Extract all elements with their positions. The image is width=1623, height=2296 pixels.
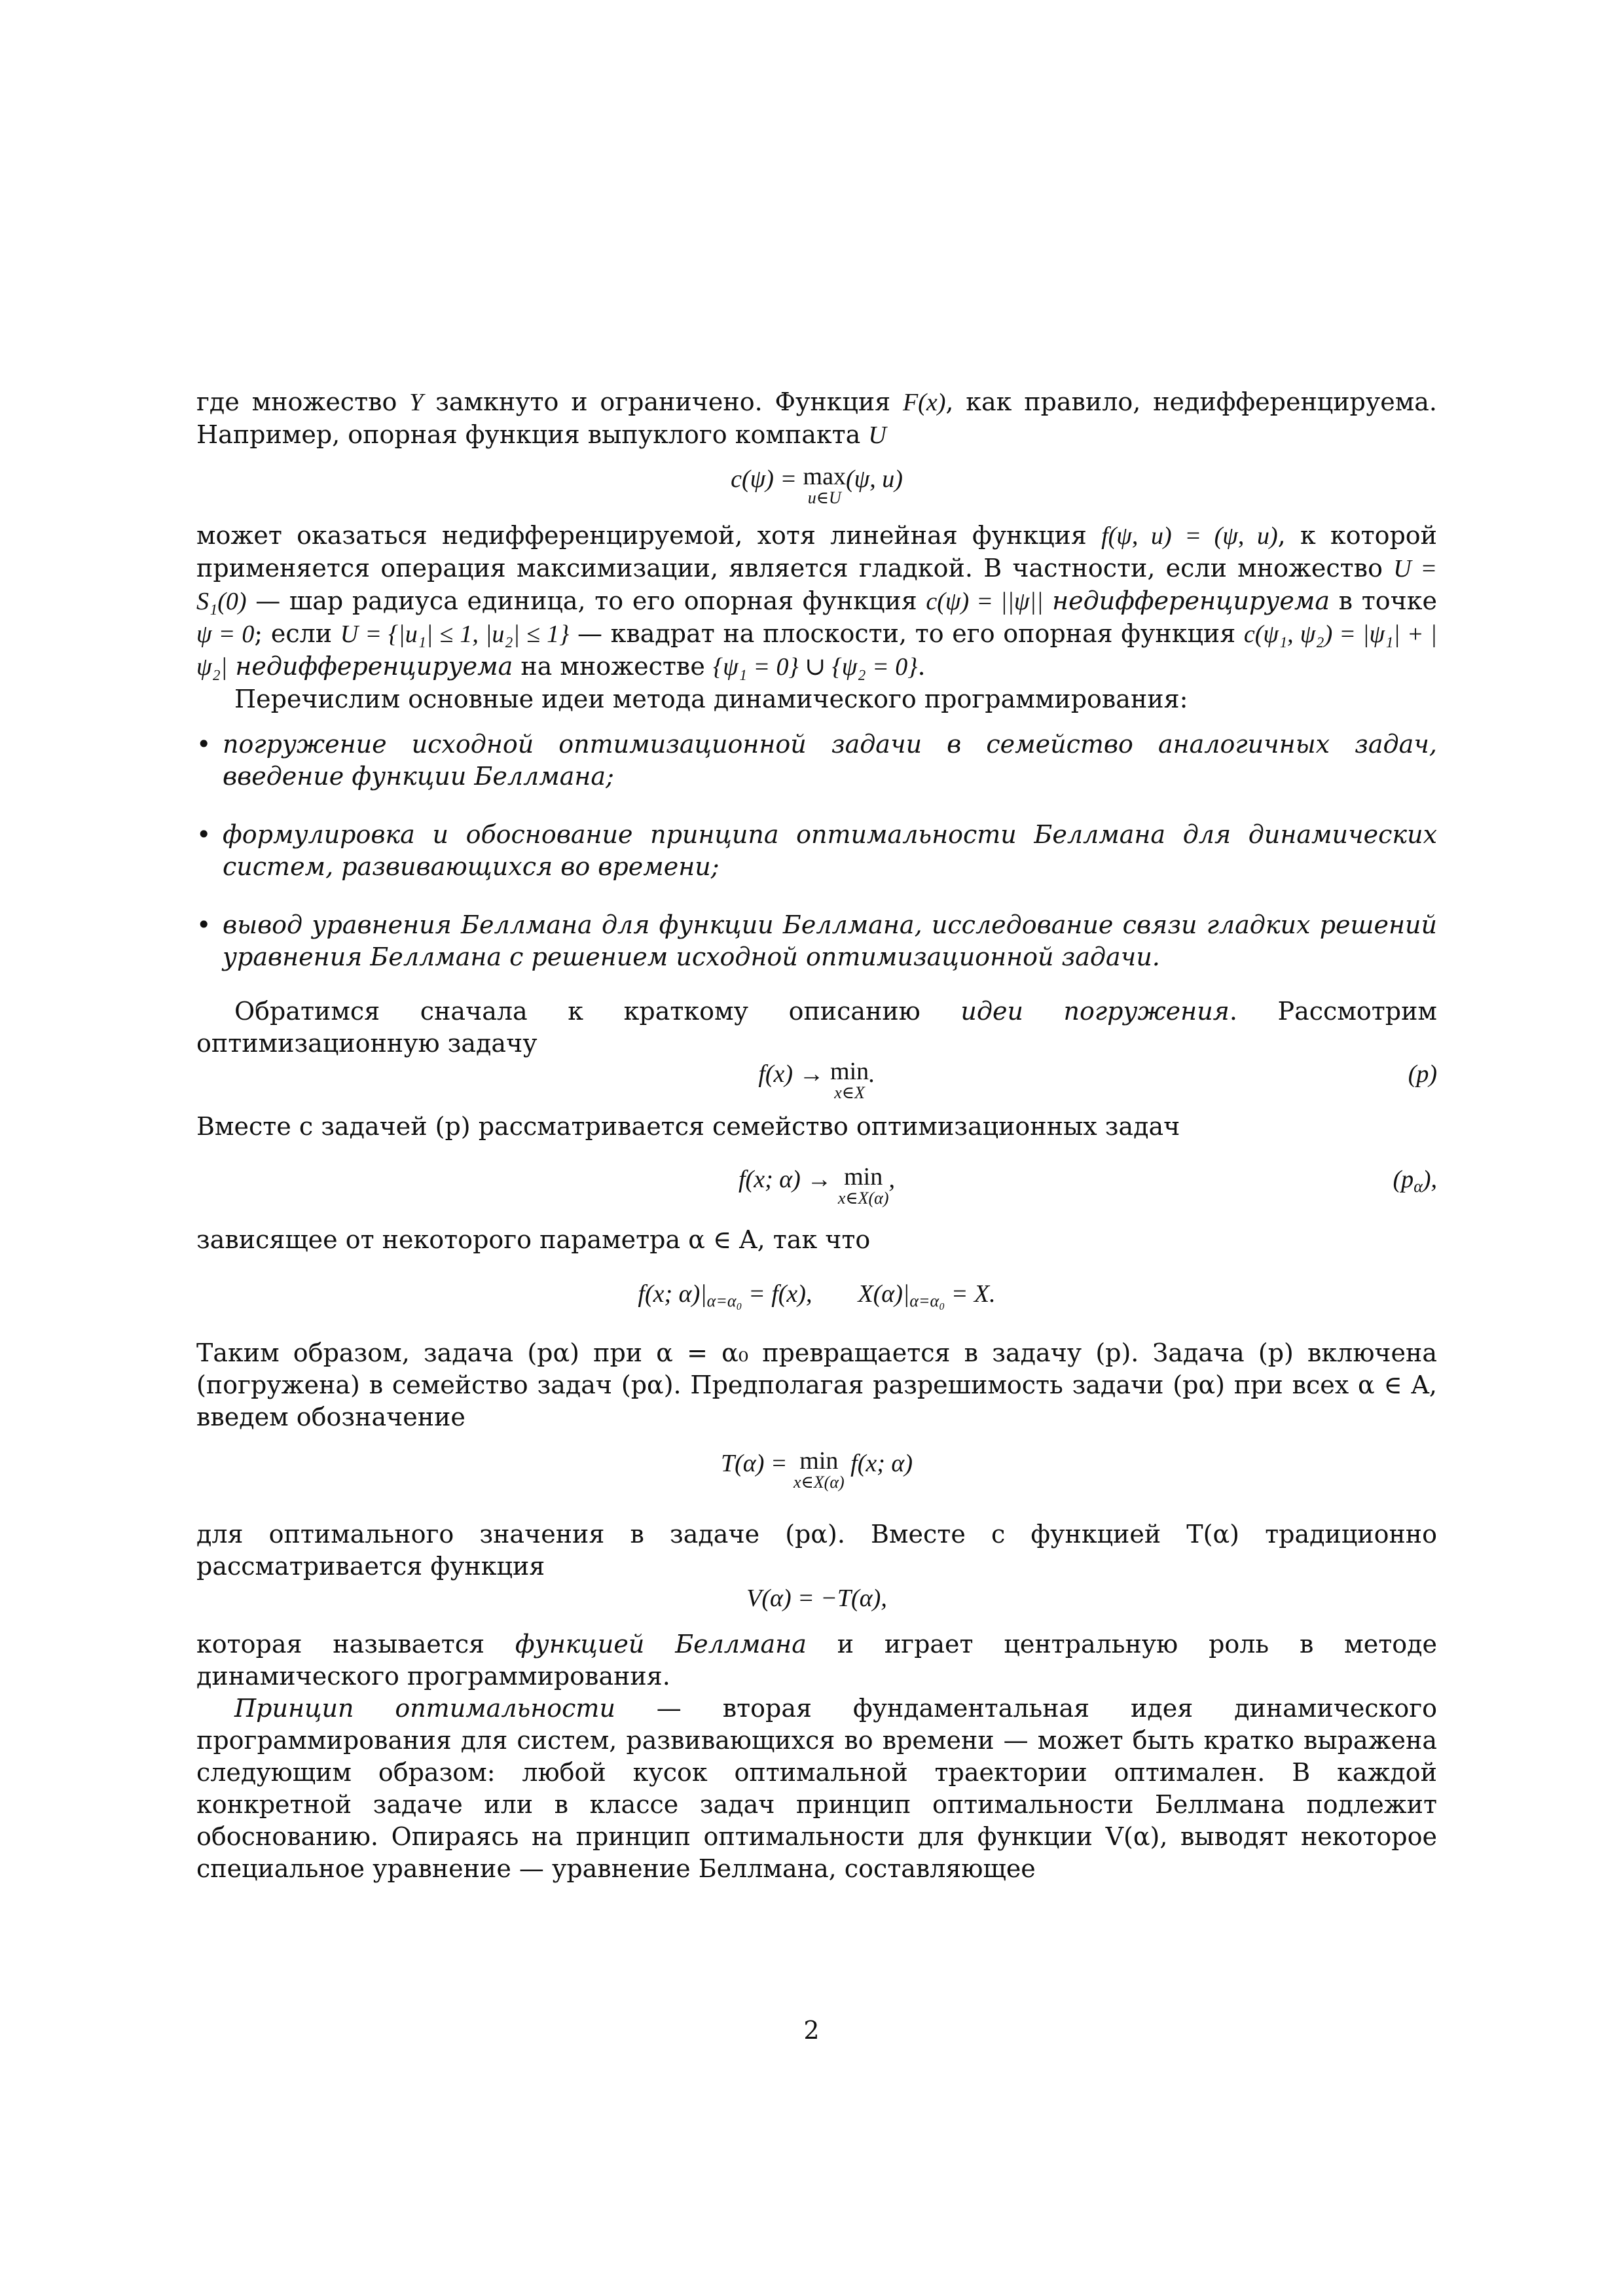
- list-item: [196, 819, 1437, 883]
- emphasis: недифференцируема: [235, 652, 513, 681]
- eq-rhs: f(x; α): [844, 1450, 913, 1477]
- text: и играет центральную роль в методе динамического программирования.: [196, 1630, 1437, 1691]
- equation-p-alpha: [196, 1164, 1437, 1224]
- eq-rhs: ,: [888, 1166, 895, 1193]
- equation-number: (p): [1408, 1060, 1437, 1088]
- eq-V: V(α) = −T(α),: [746, 1585, 887, 1612]
- op: max: [803, 463, 846, 490]
- equation-number: [1393, 1164, 1437, 1202]
- bullet-icon: •: [196, 910, 211, 939]
- paragraph-10: [196, 1693, 1437, 1885]
- num-sub: α: [1413, 1177, 1423, 1196]
- op: min: [844, 1163, 883, 1191]
- math: c(ψ) = ||ψ||: [926, 588, 1044, 615]
- math: c(ψ₁, ψ₂) = |ψ₁| + |ψ₂|: [196, 620, 1437, 681]
- op: min: [830, 1058, 869, 1085]
- list-item-text: формулировка и обоснование принципа оптимальности Беллмана для динамических систем, развивающихся во времени;: [223, 820, 1437, 881]
- eq-part: X(α)|: [858, 1280, 910, 1308]
- num-tail: ),: [1422, 1166, 1437, 1193]
- paragraph-5: Вместе с задачей (p) рассматривается семейство оптимизационных задач: [196, 1112, 1180, 1141]
- eq-lhs: f(x; α) →: [739, 1166, 838, 1193]
- op-under: u∈U: [807, 488, 841, 507]
- eq-lhs: c(ψ) =: [731, 465, 803, 493]
- text: где множество: [196, 387, 410, 416]
- math: U = {|u₁| ≤ 1, |u₂| ≤ 1}: [340, 620, 570, 648]
- eq-sub: α=α₀: [706, 1291, 742, 1310]
- list-item: [196, 728, 1437, 793]
- paragraph-9: [196, 1628, 1437, 1693]
- math: {ψ₁ = 0} ∪ {ψ₂ = 0}: [712, 653, 918, 681]
- eq-part: = f(x),: [742, 1280, 812, 1308]
- equation-V: [196, 1583, 1437, 1628]
- eq-part: = X.: [945, 1280, 996, 1308]
- paragraph-2: [196, 520, 1437, 683]
- list-item: [196, 909, 1437, 973]
- math: ψ = 0: [196, 620, 255, 648]
- bullet-icon: •: [196, 820, 211, 849]
- text: [227, 652, 235, 681]
- eq-sub: α=α₀: [909, 1291, 945, 1310]
- paragraph-1: [196, 386, 1437, 452]
- eq-lhs: T(α) =: [720, 1450, 794, 1477]
- math-U: U: [868, 422, 886, 449]
- text: ; если: [254, 619, 340, 648]
- math-Fx: F(x): [902, 389, 946, 416]
- equation-support-function: [196, 463, 1437, 516]
- op-under: x∈X(α): [793, 1473, 845, 1492]
- eq-rhs: .: [869, 1060, 875, 1088]
- emphasis: функцией Беллмана: [515, 1630, 807, 1659]
- text: [1043, 586, 1052, 615]
- math-Y: Y: [409, 389, 424, 416]
- op-under: x∈X(α): [837, 1189, 889, 1208]
- paragraph-7: Таким образом, задача (pα) при α = α₀ превращается в задачу (p). Задача (p) включена (погружена) в семейство задач (pα). Предполагая разрешимость задачи (pα) при всех α ∈ A, введем обозначение: [196, 1338, 1437, 1431]
- eq-rhs: (ψ, u): [845, 465, 903, 493]
- eq-lhs: f(x) →: [758, 1060, 831, 1088]
- equation-conditions: [196, 1278, 1437, 1337]
- list-item-text: вывод уравнения Беллмана для функции Беллмана, исследование связи гладких решений уравнения Беллмана с решением исходной оптимизационной задачи.: [223, 910, 1437, 971]
- text: в точке: [1329, 586, 1437, 615]
- text: замкнуто и ограничено. Функция: [423, 387, 903, 416]
- op-under: x∈X: [834, 1083, 865, 1102]
- eq-part: f(x; α)|: [638, 1280, 707, 1308]
- text: , к которой применяется операция максимизации, является гладкой. В частности, если множество: [196, 521, 1437, 583]
- text: на множестве: [513, 652, 713, 681]
- math: f(ψ, u) = (ψ, u): [1101, 522, 1278, 550]
- text: — квадрат на плоскости, то его опорная функция: [569, 619, 1244, 648]
- min-operator: [838, 1164, 889, 1207]
- paragraph-8: для оптимального значения в задаче (pα). Вместе с функцией T(α) традиционно рассматривается функция: [196, 1520, 1437, 1581]
- text: . Рассмотрим оптимизационную задачу: [196, 997, 1437, 1058]
- max-operator: [803, 463, 846, 507]
- ideas-list: [196, 728, 1437, 973]
- text: — вторая фундаментальная идея динамического программирования для систем, развивающихся во времени — может быть кратко выражена следующим образом: любой кусок оптимальной траектории оптимален. В каждой конкретной задаче или в классе задач принцип оптимальности Беллмана подлежит обоснованию. Опираясь на принцип оптимальности для функции V(α), выводят некоторое специальное уравнение — уравнение Беллмана, составляющее: [196, 1694, 1438, 1883]
- paragraph-3: Перечислим основные идеи метода динамического программирования:: [234, 685, 1188, 713]
- page-body: [196, 386, 1437, 1885]
- emphasis: идеи погружения: [960, 997, 1230, 1026]
- emphasis: Принцип оптимальности: [234, 1694, 615, 1723]
- equation-p: [196, 1058, 1437, 1108]
- bullet-icon: •: [196, 730, 211, 759]
- paragraph-6: зависящее от некоторого параметра α ∈ A, так что: [196, 1225, 871, 1254]
- math: U = S₁(0): [196, 555, 1438, 615]
- equation-T: [196, 1448, 1437, 1509]
- text: может оказаться недифференцируемой, хотя линейная функция: [196, 521, 1102, 550]
- text: .: [917, 652, 926, 681]
- num-main: (p: [1393, 1166, 1414, 1193]
- text: которая называется: [196, 1630, 515, 1659]
- min-operator: [793, 1448, 845, 1491]
- emphasis: недифференцируема: [1052, 586, 1330, 615]
- text: — шар радиуса единица, то его опорная функция: [246, 586, 926, 615]
- text: , как правило, недифференцируема. Например, опорная функция выпуклого компакта: [196, 387, 1437, 449]
- min-operator: [830, 1058, 869, 1102]
- list-item-text: погружение исходной оптимизационной задачи в семейство аналогичных задач, введение функции Беллмана;: [223, 730, 1437, 791]
- page-number: 2: [803, 2016, 820, 2045]
- paragraph-4: [196, 996, 1437, 1060]
- text: Обратимся сначала к краткому описанию: [234, 997, 961, 1026]
- op: min: [799, 1447, 839, 1475]
